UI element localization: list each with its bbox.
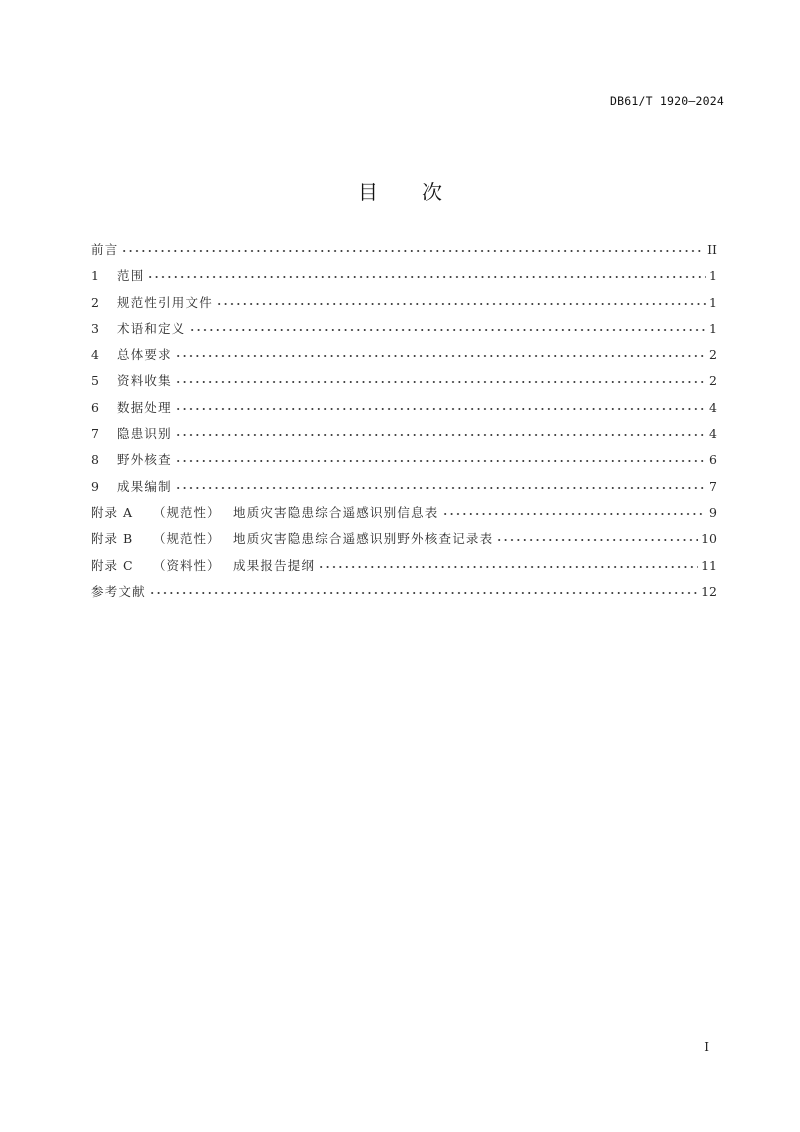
title-char-1: 目: [358, 180, 378, 204]
toc-entry-page: 4: [709, 399, 717, 415]
dot-leader: [175, 372, 706, 384]
toc-entry-number: 3: [91, 320, 99, 336]
toc-entry-appendix-type: （规范性）: [153, 531, 221, 547]
toc-entry-section-1[interactable]: [91, 266, 717, 292]
dot-leader: [147, 267, 706, 279]
toc-entry-label: 参考文献: [91, 583, 146, 599]
dot-leader: [175, 399, 706, 411]
page-number: I: [704, 1040, 709, 1054]
dot-leader: [175, 346, 706, 358]
toc-entry-section-5[interactable]: [91, 371, 717, 397]
dot-leader: [175, 425, 706, 437]
toc-entry-number: 7: [91, 426, 99, 442]
toc-entry-page: 11: [701, 557, 717, 573]
toc-entry-appendix-type: （规范性）: [153, 504, 221, 520]
toc-entry-page: 4: [709, 426, 717, 442]
toc-entry-label: 隐患识别: [117, 426, 172, 442]
dot-leader: [442, 504, 706, 516]
toc-entry-number: 1: [91, 268, 99, 284]
toc-entry-appendix-prefix: 附录 A: [91, 504, 134, 520]
toc-entry-label: 成果编制: [117, 478, 172, 494]
toc-entry-number: 6: [91, 399, 99, 415]
table-of-contents: [91, 240, 717, 608]
toc-entry-references[interactable]: [91, 582, 717, 608]
document-code: DB61/T 1920—2024: [610, 94, 724, 108]
toc-entry-label: 规范性引用文件: [117, 294, 213, 310]
toc-entry-label: 资料收集: [117, 373, 172, 389]
toc-entry-section-8[interactable]: [91, 450, 717, 476]
toc-entry-appendix-b[interactable]: [91, 529, 717, 555]
toc-entry-section-9[interactable]: [91, 477, 717, 503]
dot-leader: [121, 241, 704, 253]
toc-entry-page: 2: [709, 347, 717, 363]
toc-entry-label: 地质灾害隐患综合遥感识别信息表: [233, 504, 439, 520]
dot-leader: [216, 294, 706, 306]
toc-entry-page: 1: [709, 294, 717, 310]
toc-entry-number: 8: [91, 452, 99, 468]
toc-entry-page: II: [707, 242, 717, 257]
toc-entry-page: 12: [701, 583, 717, 599]
toc-entry-page: 2: [709, 373, 717, 389]
toc-entry-page: 1: [709, 320, 717, 336]
toc-entry-label: 术语和定义: [117, 320, 186, 336]
toc-entry-appendix-prefix: 附录 B: [91, 531, 134, 547]
toc-entry-label: 总体要求: [117, 347, 172, 363]
dot-leader: [175, 451, 706, 463]
toc-entry-page: 1: [709, 268, 717, 284]
toc-entry-number: 9: [91, 478, 99, 494]
toc-entry-appendix-a[interactable]: [91, 503, 717, 529]
toc-entry-number: 2: [91, 294, 99, 310]
toc-entry-section-6[interactable]: [91, 398, 717, 424]
dot-leader: [496, 530, 698, 542]
toc-entry-section-2[interactable]: [91, 293, 717, 319]
toc-entry-section-4[interactable]: [91, 345, 717, 371]
toc-entry-appendix-type: （资料性）: [153, 557, 221, 573]
toc-entry-label: 数据处理: [117, 399, 172, 415]
toc-entry-appendix-c[interactable]: [91, 556, 717, 582]
toc-entry-number: 4: [91, 347, 99, 363]
dot-leader: [189, 320, 706, 332]
toc-entry-label: 野外核查: [117, 452, 172, 468]
toc-entry-number: 5: [91, 373, 99, 389]
toc-entry-page: 7: [709, 478, 717, 494]
dot-leader: [149, 583, 698, 595]
dot-leader: [175, 478, 706, 490]
toc-entry-page: 6: [709, 452, 717, 468]
toc-entry-appendix-prefix: 附录 C: [91, 557, 134, 573]
title-char-2: 次: [422, 180, 442, 204]
toc-entry-label: 范围: [117, 268, 145, 284]
dot-leader: [318, 557, 698, 569]
toc-entry-label: 地质灾害隐患综合遥感识别野外核查记录表: [233, 531, 494, 547]
toc-entry-foreword[interactable]: [91, 240, 717, 266]
page-title: [0, 176, 800, 205]
toc-entry-section-7[interactable]: [91, 424, 717, 450]
toc-entry-page: 9: [709, 504, 717, 520]
toc-entry-section-3[interactable]: [91, 319, 717, 345]
toc-entry-page: 10: [701, 531, 717, 547]
toc-entry-label: 成果报告提纲: [233, 557, 316, 573]
toc-entry-label: 前言: [91, 242, 119, 257]
